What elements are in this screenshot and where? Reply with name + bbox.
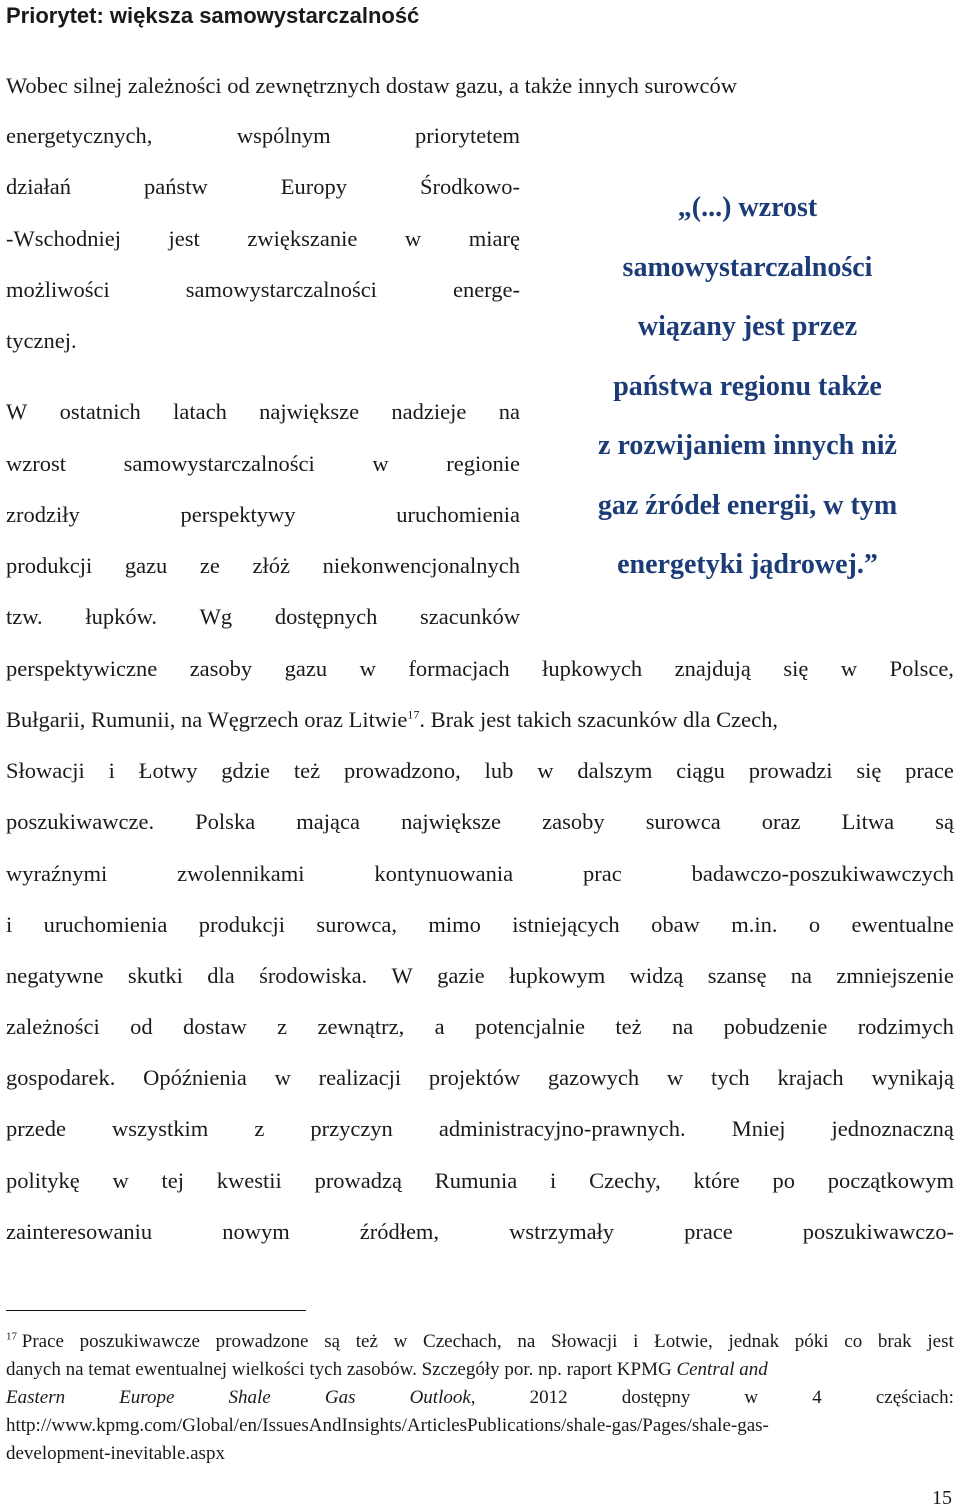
body-line-with-ref	[6, 705, 778, 735]
word: o	[808, 912, 821, 937]
word: perspektywy	[180, 502, 296, 527]
footnote-italic-word: Europe	[119, 1387, 175, 1408]
body-line	[6, 1114, 954, 1144]
word: samowystarczalności	[185, 277, 377, 302]
word: zmniejszenie	[836, 963, 954, 988]
word: produkcji	[6, 553, 93, 578]
word: energe-	[452, 277, 520, 302]
word: Polska	[195, 809, 256, 834]
footnote-url-line-2[interactable]	[6, 1440, 954, 1469]
word: przyczyn	[310, 1116, 393, 1141]
word: zależności	[6, 1014, 100, 1039]
body-line	[6, 1063, 954, 1093]
word: działań	[6, 174, 71, 199]
word: w	[372, 451, 389, 476]
word: mająca	[296, 809, 360, 834]
body-line	[6, 756, 954, 786]
left-para1-line	[6, 121, 520, 151]
body-text-segment: . Brak jest takich szacunków dla Czech,	[419, 707, 778, 732]
body-line	[6, 1012, 954, 1042]
word: jednak	[728, 1331, 780, 1352]
section-heading: Priorytet: większa samowystarczalność	[6, 3, 420, 28]
footnote-line-2	[6, 1356, 954, 1385]
word: i	[550, 1168, 557, 1193]
word: wstrzymały	[509, 1219, 615, 1244]
left-para2-line	[6, 449, 520, 479]
word: prac	[583, 861, 622, 886]
word: w	[274, 1065, 291, 1090]
word: i	[108, 758, 115, 783]
word: rodzimych	[857, 1014, 954, 1039]
word: tej	[161, 1168, 185, 1193]
footnote-line-1	[6, 1328, 954, 1357]
word: Wg	[199, 604, 233, 629]
body-line	[6, 807, 954, 837]
word: w	[112, 1168, 129, 1193]
pull-quote-line: wiązany jest przez	[637, 311, 858, 342]
footnote-italic-word: Eastern	[6, 1387, 66, 1408]
footnote-url-end[interactable]: development-inevitable.aspx	[6, 1443, 225, 1464]
word: są	[324, 1331, 341, 1352]
left-para2-line	[6, 602, 520, 632]
word: W	[391, 963, 413, 988]
word: negatywne	[6, 963, 104, 988]
word: złóż	[252, 553, 290, 578]
word: formacjach	[408, 656, 510, 681]
word: perspektywiczne	[6, 656, 158, 681]
word: łupków.	[85, 604, 157, 629]
word: surowca,	[316, 912, 397, 937]
word: lub	[484, 758, 514, 783]
word: ze	[199, 553, 220, 578]
word: Środkowo-	[419, 174, 520, 199]
footnote-separator	[6, 1310, 306, 1311]
word: latach	[173, 399, 227, 424]
word: tzw.	[6, 604, 43, 629]
word: surowca	[645, 809, 721, 834]
word: największe	[259, 399, 360, 424]
left-para2-line	[6, 500, 520, 530]
word: Prace	[21, 1331, 64, 1352]
page-number: 15	[932, 1487, 952, 1509]
word: z	[277, 1014, 288, 1039]
pull-quote-line: gaz źródeł energii, w tym	[597, 489, 898, 521]
footnote-number: 17	[6, 1330, 17, 1343]
pull-quote-line: z rozwijaniem innych niż	[598, 430, 897, 461]
word: gazu	[124, 553, 168, 578]
word: prace	[684, 1219, 733, 1244]
word: tycznej.	[6, 328, 77, 353]
word: możliwości	[6, 277, 110, 302]
footnote-url-line[interactable]	[6, 1412, 954, 1441]
word: gazu	[284, 656, 328, 681]
pull-quote-line: „(...) wzrost	[677, 192, 818, 223]
left-para2-line	[6, 397, 520, 427]
word: Słowacji	[550, 1331, 618, 1352]
word: uruchomienia	[396, 502, 520, 527]
word: zrodziły	[6, 502, 80, 527]
word: priorytetem	[415, 123, 520, 148]
word: nowym	[222, 1219, 290, 1244]
word: skutki	[127, 963, 183, 988]
word: 4	[812, 1387, 822, 1408]
word: wszystkim	[112, 1116, 209, 1141]
word: łupkowych	[542, 656, 643, 681]
word: niekonwencjonalnych	[322, 553, 520, 578]
intro-line	[6, 71, 954, 101]
word: znajdują	[674, 656, 751, 681]
word: dostępny	[621, 1387, 691, 1408]
word: m.in.	[731, 912, 778, 937]
word: zwolennikami	[177, 861, 305, 886]
footnote-text: danych na temat ewentualnej wielkości tych zasobów. Szczegóły por. np. raport KPMG	[6, 1359, 672, 1380]
word: obaw	[651, 912, 700, 937]
footnote-first-word	[6, 1328, 64, 1357]
word: Litwa	[841, 809, 895, 834]
word: gdzie	[221, 758, 271, 783]
body-line	[6, 859, 954, 889]
word: w	[840, 656, 858, 681]
word: w	[404, 226, 422, 251]
pull-quote	[560, 178, 935, 595]
left-para1-line	[6, 224, 520, 254]
word: dostaw	[182, 1014, 247, 1039]
word: W	[6, 399, 28, 424]
word: są	[935, 809, 954, 834]
word: uruchomienia	[43, 912, 168, 937]
word: i	[633, 1331, 639, 1352]
left-para1-line	[6, 172, 520, 202]
body-text-segment: Bułgarii, Rumunii, na Węgrzech oraz Litwie	[6, 707, 408, 732]
left-para1-line	[6, 275, 520, 305]
word: i	[6, 912, 13, 937]
word: jest	[927, 1331, 954, 1352]
word: ewentualne	[851, 912, 954, 937]
footnote-italic-word: Shale	[228, 1387, 271, 1408]
word: gospodarek.	[6, 1065, 116, 1090]
word: zewnątrz,	[317, 1014, 405, 1039]
word: też	[615, 1014, 642, 1039]
word: też	[355, 1331, 378, 1352]
word: tych	[710, 1065, 750, 1090]
footnote-italic-word: Outlook	[409, 1387, 471, 1408]
body-line	[6, 654, 954, 684]
body-line	[6, 705, 954, 735]
word: co	[844, 1331, 863, 1352]
word: wspólnym	[236, 123, 331, 148]
word: oraz	[761, 809, 801, 834]
word: państw	[143, 174, 208, 199]
word: gazowych	[547, 1065, 640, 1090]
word: Rumunia	[434, 1168, 518, 1193]
word: samowystarczalności	[123, 451, 315, 476]
word: Mniej	[731, 1116, 786, 1141]
word: na	[790, 963, 813, 988]
word: z	[254, 1116, 265, 1141]
word: brak	[877, 1331, 912, 1352]
word: w	[666, 1065, 684, 1090]
word: Wobec silnej zależności od zewnętrznych dostaw gazu, a także innych surowców	[6, 73, 738, 98]
word: jednoznaczną	[831, 1116, 954, 1141]
word: źródłem,	[359, 1219, 440, 1244]
word: poszukiwawczo-	[802, 1219, 954, 1244]
word: w	[744, 1387, 759, 1408]
word: w	[359, 656, 376, 681]
word: od	[130, 1014, 153, 1039]
body-line	[6, 1217, 954, 1247]
body-line	[6, 961, 954, 991]
word: Słowacji	[6, 758, 85, 783]
word: wzrost	[6, 451, 66, 476]
word: poszukiwawcze	[79, 1331, 200, 1352]
word: póki	[794, 1331, 829, 1352]
word: się	[783, 656, 809, 681]
word: jest	[168, 226, 200, 251]
word: mimo	[428, 912, 481, 937]
word: zasoby	[542, 809, 605, 834]
word: prowadzą	[314, 1168, 403, 1193]
word: kontynuowania	[374, 861, 514, 886]
pull-quote-line: państwa regionu także	[613, 370, 882, 402]
word: dostępnych	[274, 604, 378, 629]
footnote-italic: Central and	[676, 1359, 768, 1380]
word: szacunków	[420, 604, 520, 629]
word: ,	[470, 1387, 476, 1408]
word: w	[393, 1331, 408, 1352]
word: badawczo-poszukiwawczych	[691, 861, 954, 886]
word: pobudzenie	[723, 1014, 828, 1039]
word: ostatnich	[59, 399, 141, 424]
word: zwiększanie	[247, 226, 358, 251]
footnote-ref: 17	[407, 707, 420, 722]
footnote-url[interactable]: http://www.kpmg.com/Global/en/IssuesAndInsights/ArticlesPublications/shale-gas/Pages/shale-gas-	[6, 1415, 769, 1436]
word: regionie	[446, 451, 520, 476]
word: Czechy,	[589, 1168, 661, 1193]
word: się	[856, 758, 882, 783]
word: początkowym	[827, 1168, 954, 1193]
word: zasoby	[189, 656, 253, 681]
word: przede	[6, 1116, 66, 1141]
word: nadzieje	[391, 399, 467, 424]
word: gazie	[437, 963, 485, 988]
word: administracyjno-prawnych.	[438, 1116, 686, 1141]
word: Łotwy	[138, 758, 198, 783]
word: realizacji	[318, 1065, 402, 1090]
word: wyraźnymi	[6, 861, 108, 886]
word: miarę	[468, 226, 520, 251]
word: Europy	[280, 174, 347, 199]
word: na	[671, 1014, 694, 1039]
word: politykę	[6, 1168, 80, 1193]
left-para2-line	[6, 551, 520, 581]
word: na	[498, 399, 520, 424]
word: widzą	[629, 963, 684, 988]
word: częściach:	[875, 1387, 954, 1408]
word: wynikają	[871, 1065, 954, 1090]
left-para1-line	[6, 326, 520, 356]
word: produkcji	[198, 912, 285, 937]
word: ciągu	[676, 758, 725, 783]
word: prace	[905, 758, 954, 783]
word: po	[772, 1168, 795, 1193]
pull-quote-line: samowystarczalności	[622, 251, 873, 283]
word: Czechach,	[423, 1331, 502, 1352]
word: Łotwie,	[654, 1331, 713, 1352]
pull-quote-line: energetyki jądrowej.”	[617, 549, 878, 580]
word: energetycznych,	[6, 123, 153, 148]
word: zainteresowaniu	[6, 1219, 153, 1244]
word: szansę	[707, 963, 767, 988]
word: też	[293, 758, 321, 783]
word: prowadzono,	[343, 758, 461, 783]
body-line	[6, 910, 954, 940]
word: łupkowym	[508, 963, 606, 988]
word: -Wschodniej	[6, 226, 121, 251]
word: istniejących	[512, 912, 620, 937]
body-line	[6, 1166, 954, 1196]
footnote-italic-word: Gas	[324, 1387, 356, 1408]
word: które	[693, 1168, 740, 1193]
footnote-line-3	[6, 1384, 954, 1413]
word: dla	[207, 963, 235, 988]
word: poszukiwawcze.	[6, 809, 155, 834]
word: kwestii	[216, 1168, 282, 1193]
word: prowadzi	[748, 758, 833, 783]
word: krajach	[777, 1065, 844, 1090]
word: a	[434, 1014, 445, 1039]
word: projektów	[428, 1065, 521, 1090]
word: największe	[401, 809, 502, 834]
word: Polsce,	[889, 656, 954, 681]
word: w	[537, 758, 554, 783]
word: środowiska.	[259, 963, 368, 988]
word: Opóźnienia	[143, 1065, 247, 1090]
word: 2012	[529, 1387, 568, 1408]
word: na	[517, 1331, 536, 1352]
footnote-italic-group	[410, 1384, 476, 1413]
word: prowadzone	[215, 1331, 309, 1352]
word: dalszym	[577, 758, 653, 783]
word: potencjalnie	[475, 1014, 585, 1039]
